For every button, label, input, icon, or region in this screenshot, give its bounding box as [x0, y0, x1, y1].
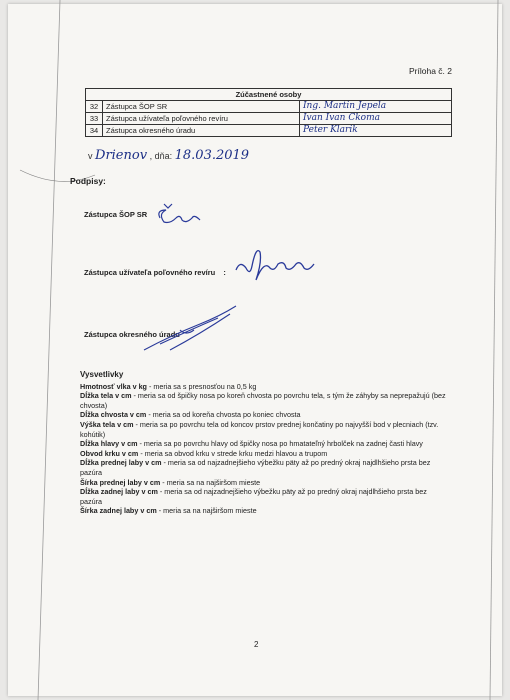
- annex-label: Príloha č. 2: [409, 66, 452, 76]
- date-value: 18.03.2019: [174, 148, 250, 163]
- row-role: Zástupca ŠOP SR: [103, 101, 300, 113]
- explanations: [80, 370, 450, 516]
- list-item: Dĺžka hlavy v cm - meria sa po povrchu hlavy od špičky nosa po hmatateľný hrbolček na zadnej časti hlavy: [80, 439, 423, 449]
- table-row: [86, 101, 452, 113]
- list-item: Výška tela v cm - meria sa po povrchu tela od koncov prstov prednej končatiny po najvyšší bod v plecniach (tzv. kohútik): [80, 419, 439, 439]
- signature-sop: [152, 198, 212, 228]
- signature-label-office: Zástupca okresného úradu: [84, 330, 180, 339]
- row-number: 33: [86, 113, 103, 125]
- row-number: 34: [86, 125, 103, 137]
- list-item: Šírka prednej laby v cm - meria sa na najširšom mieste: [80, 477, 261, 487]
- signature-hunting: [230, 240, 330, 290]
- row-role: Zástupca užívateľa poľovného revíru: [103, 113, 300, 125]
- row-name: Ing. Martin Jepela: [300, 101, 452, 113]
- explanations-heading: Vysvetlivky: [80, 370, 124, 379]
- list-item: Šírka zadnej laby v cm - meria sa na najširšom mieste: [80, 506, 257, 516]
- signature-label-sop: Zástupca ŠOP SR: [84, 210, 148, 219]
- signatures-title: Podpisy:: [70, 176, 106, 186]
- list-item: Dĺžka zadnej laby v cm - meria sa od najzadnejšieho výbežku päty až po predný okraj najdlhšieho prsta bez pazúra: [80, 487, 427, 506]
- list-item: Obvod krku v cm - meria sa obvod krku v strede krku medzi hlavou a trupom: [80, 448, 328, 458]
- list-item: Hmotnosť vlka v kg - meria sa s presnosťou na 0,5 kg: [80, 381, 257, 391]
- row-name: Peter Klarik: [300, 125, 452, 137]
- date-label: , dňa:: [149, 151, 173, 161]
- list-item: Dĺžka tela v cm - meria sa od špičky nosa po koreň chvosta po povrchu tela, s tým že záhyby sa neprepažujú (bez chvosta): [80, 391, 446, 410]
- signature-office: [140, 300, 250, 360]
- place-value: Drienov: [95, 148, 148, 163]
- place-prefix: v: [88, 151, 93, 161]
- list-item: Dĺžka chvosta v cm - meria sa od koreňa chvosta po koniec chvosta: [80, 410, 301, 420]
- row-number: 32: [86, 101, 103, 113]
- row-role: Zástupca okresného úradu: [103, 125, 300, 137]
- participants-title: Zúčastnené osoby: [86, 89, 452, 101]
- table-row: [86, 125, 452, 137]
- page-number: 2: [254, 640, 259, 649]
- signature-label-hunting: Zástupca užívateľa poľovného revíru :: [84, 268, 226, 277]
- table-row: [86, 113, 452, 125]
- place-date-line: [88, 148, 249, 163]
- list-item: Dĺžka prednej laby v cm - meria sa od najzadnejšieho výbežku päty až po predný okraj najdlhšieho prsta bez pazúra: [80, 458, 431, 477]
- participants-table: [85, 88, 452, 137]
- row-name: Ivan Ivan Ckoma: [300, 113, 452, 125]
